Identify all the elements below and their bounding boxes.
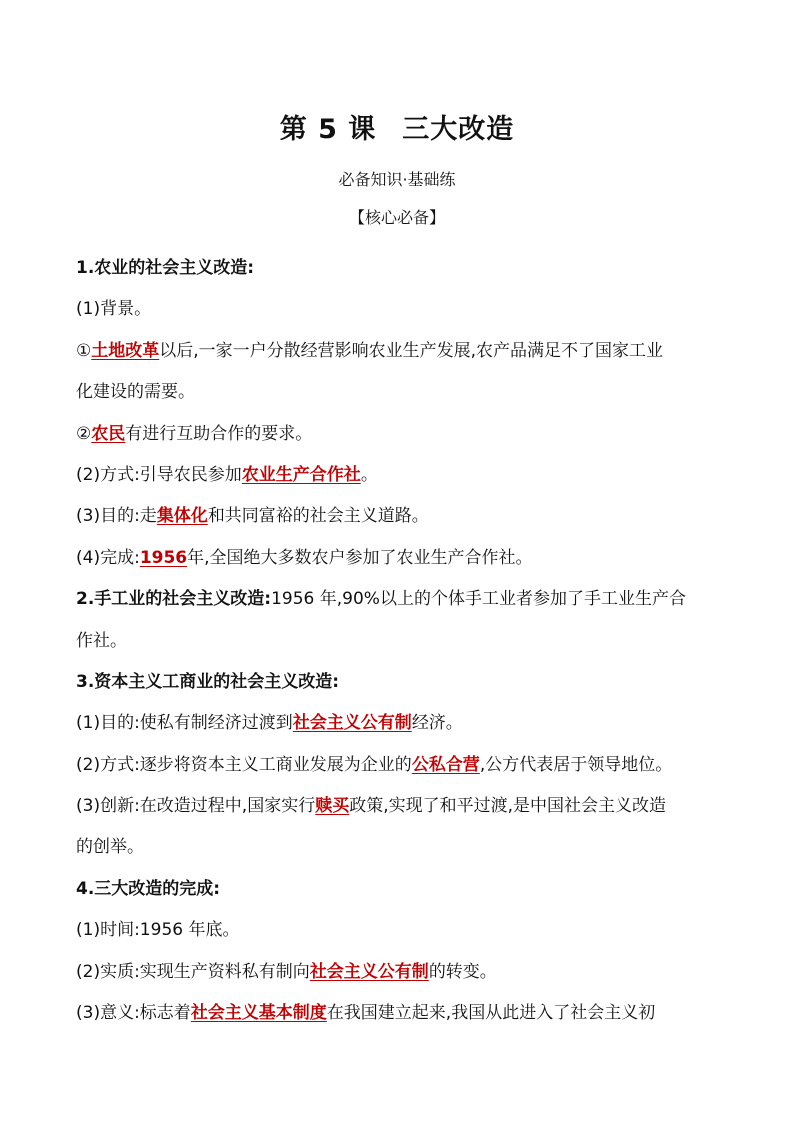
- text-segment: (2)实质:实现生产资料私有制向: [76, 961, 310, 982]
- text-segment: 政策,实现了和平过渡,是中国社会主义改造: [349, 796, 667, 817]
- section-heading: [76, 869, 726, 910]
- text-segment: (2)方式:逐步将资本主义工商业发展为企业的: [76, 754, 412, 775]
- text-segment: (1)时间:1956 年底。: [76, 920, 240, 941]
- text-line: [76, 786, 726, 827]
- answer-blank: 社会主义公有制: [292, 713, 412, 734]
- text-segment: (1)目的:使私有制经济过渡到: [76, 713, 293, 734]
- answer-blank: 赎买: [315, 796, 350, 817]
- text-segment: 的转变。: [428, 961, 497, 982]
- text-segment: ,公方代表居于领导地位。: [479, 754, 673, 775]
- text-segment: 以后,一家一户分散经营影响农业生产发展,农产品满足不了国家工业: [159, 340, 664, 361]
- text-segment: 和共同富裕的社会主义道路。: [207, 506, 429, 527]
- text-segment: 。: [360, 464, 378, 485]
- answer-blank: 公私合营: [411, 754, 480, 775]
- text-line: [76, 621, 726, 662]
- text-line: [76, 579, 726, 620]
- text-segment: 经济。: [411, 713, 463, 734]
- text-segment: 作社。: [76, 630, 127, 651]
- answer-blank: 社会主义基本制度: [190, 1003, 327, 1024]
- answer-blank: 农业生产合作社: [241, 464, 361, 485]
- lesson-content: [76, 248, 726, 1034]
- text-segment: (4)完成:: [76, 547, 140, 568]
- text-segment: (3)意义:标志着: [76, 1003, 191, 1024]
- text-segment: (3)创新:在改造过程中,国家实行: [76, 796, 316, 817]
- text-line: [76, 289, 726, 330]
- lesson-number: 第 5 课: [279, 114, 377, 145]
- text-segment: 在我国建立起来,我国从此进入了社会主义初: [326, 1003, 656, 1024]
- section-heading: [76, 662, 726, 703]
- text-segment: ②: [76, 423, 92, 444]
- inline-heading: 2.手工业的社会主义改造:: [76, 589, 272, 610]
- text-line: [76, 745, 726, 786]
- text-line: [76, 538, 726, 579]
- lesson-topic: 三大改造: [402, 114, 515, 145]
- text-segment: 1.农业的社会主义改造:: [76, 258, 255, 278]
- text-line: [76, 910, 726, 951]
- text-segment: 年,全国绝大多数农户参加了农业生产合作社。: [187, 547, 533, 568]
- answer-blank: 农民: [91, 423, 126, 444]
- text-line: [76, 703, 726, 744]
- text-segment: (1)背景。: [76, 299, 152, 320]
- page-title: [0, 110, 794, 150]
- text-line: [76, 331, 726, 372]
- answer-blank: 社会主义公有制: [309, 961, 429, 982]
- text-segment: 有进行互助合作的要求。: [125, 423, 313, 444]
- text-line: [76, 952, 726, 993]
- page-subtitle: 必备知识·基础练: [338, 170, 456, 189]
- text-segment: 4.三大改造的完成:: [76, 878, 221, 899]
- text-segment: 1956 年,90%以上的个体手工业者参加了手工业生产合: [271, 589, 686, 610]
- text-line: [76, 414, 726, 455]
- text-line: [76, 827, 726, 868]
- text-line: [76, 372, 726, 413]
- text-line: [76, 496, 726, 537]
- section-heading: [76, 248, 726, 289]
- text-segment: 3.资本主义工商业的社会主义改造:: [76, 671, 340, 692]
- text-segment: (2)方式:引导农民参加: [76, 464, 242, 485]
- text-segment: ①: [76, 340, 92, 361]
- answer-blank: 1956: [139, 547, 188, 568]
- answer-blank: 集体化: [156, 506, 208, 527]
- text-line: [76, 455, 726, 496]
- text-segment: 的创举。: [76, 837, 144, 858]
- text-segment: (3)目的:走: [76, 506, 157, 527]
- text-line: [76, 993, 726, 1034]
- answer-blank: 土地改革: [91, 340, 160, 361]
- section-label: 【核心必备】: [348, 208, 445, 227]
- text-segment: 化建设的需要。: [76, 382, 195, 403]
